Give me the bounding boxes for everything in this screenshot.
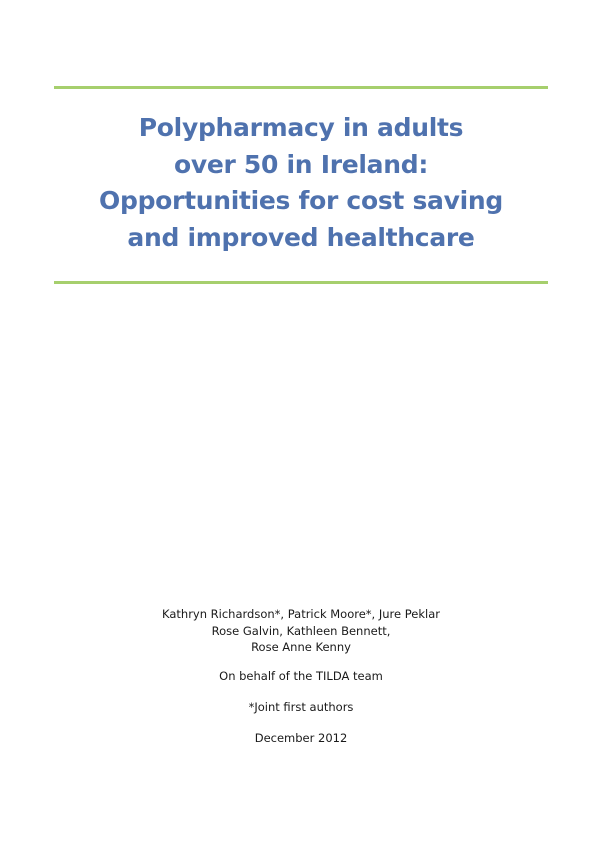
bottom-divider-rule: [54, 281, 548, 284]
author-line-1: Kathryn Richardson*, Patrick Moore*, Jure Peklar: [162, 607, 440, 621]
report-title: [54, 110, 548, 256]
title-line-3: Opportunities for cost saving: [99, 186, 503, 215]
title-line-2: over 50 in Ireland:: [173, 149, 429, 179]
author-line-2: Rose Galvin, Kathleen Bennett,: [211, 623, 391, 638]
publication-date: December 2012: [254, 731, 348, 745]
top-divider-rule: [54, 86, 548, 89]
on-behalf-note: On behalf of the TILDA team: [219, 669, 383, 683]
title-line-1: Polypharmacy in adults: [138, 113, 464, 142]
author-line-3: Rose Anne Kenny: [251, 640, 351, 654]
author-list: [54, 606, 548, 656]
title-line-4: and improved healthcare: [127, 222, 475, 252]
joint-authors-note: *Joint first authors: [248, 700, 354, 714]
